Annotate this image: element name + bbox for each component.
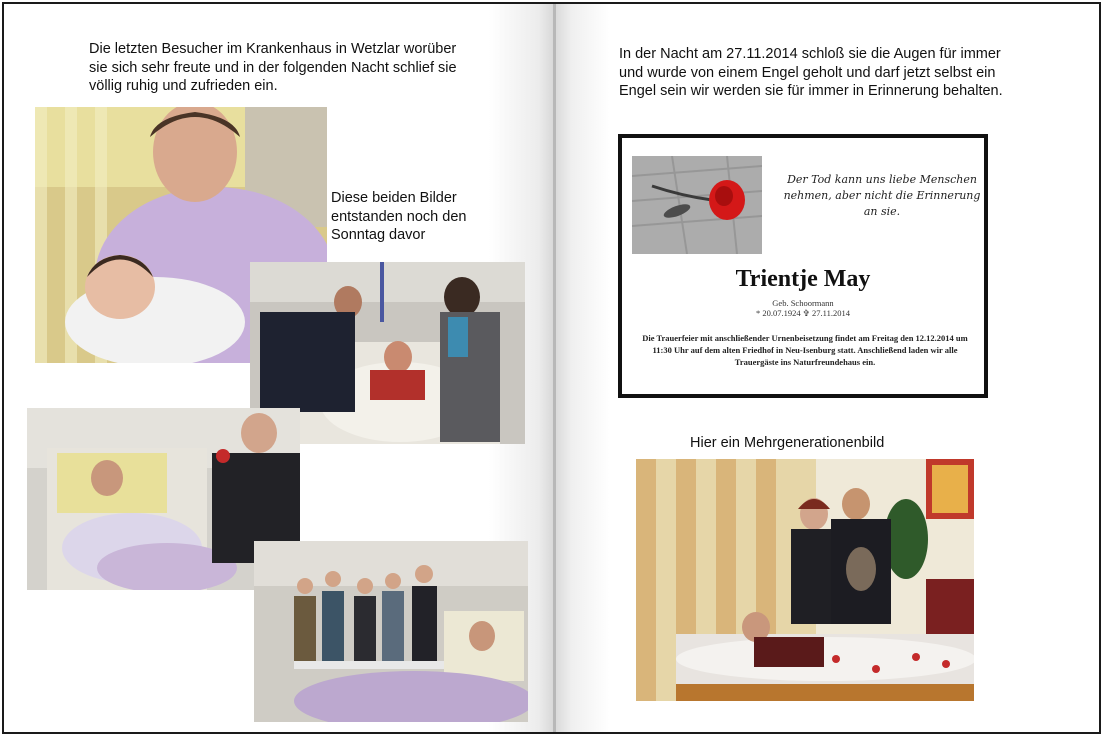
obituary-quote: Der Tod kann uns liebe Menschen nehmen, aber nicht die Erinnerung an sie. [783, 173, 981, 218]
right-intro-text: In der Nacht am 27.11.2014 schloß sie die Augen für immer und wurde von einem Engel geholt und darf jetzt selbst ein Engel sein wir werden sie für immer in Erinnerung behalten. [619, 46, 1003, 99]
side-caption: Diese beiden Bilder entstanden noch den Sonntag davor [331, 190, 467, 243]
obituary-born-name: Geb. Schoormann [772, 298, 834, 308]
obituary-card [618, 134, 988, 398]
photo-multigenerational [636, 459, 974, 701]
photo-caption: Hier ein Mehrgenerationenbild [690, 435, 885, 451]
left-intro-text: Die letzten Besucher im Krankenhaus in Wetzlar worüber sie sich sehr freute und in der folgenden Nacht schlief sie völlig ruhig und zufrieden ein. [89, 41, 457, 94]
red-rose-image [632, 156, 762, 254]
photo-family-group-hospital [254, 541, 528, 722]
obituary-notice: Die Trauerfeier mit anschließender Urnenbeisetzung findet am Freitag den 12.12.2014 um 11:30 Uhr auf dem alten Friedhof in Neu-Isenburg statt. Anschließend laden wir alle Trauergäste ins Naturfreundehaus ein. [642, 333, 968, 367]
book-gutter [553, 4, 556, 732]
obituary-dates: * 20.07.1924 ✞ 27.11.2014 [756, 308, 850, 318]
obituary-name: Trientje May [735, 266, 871, 292]
